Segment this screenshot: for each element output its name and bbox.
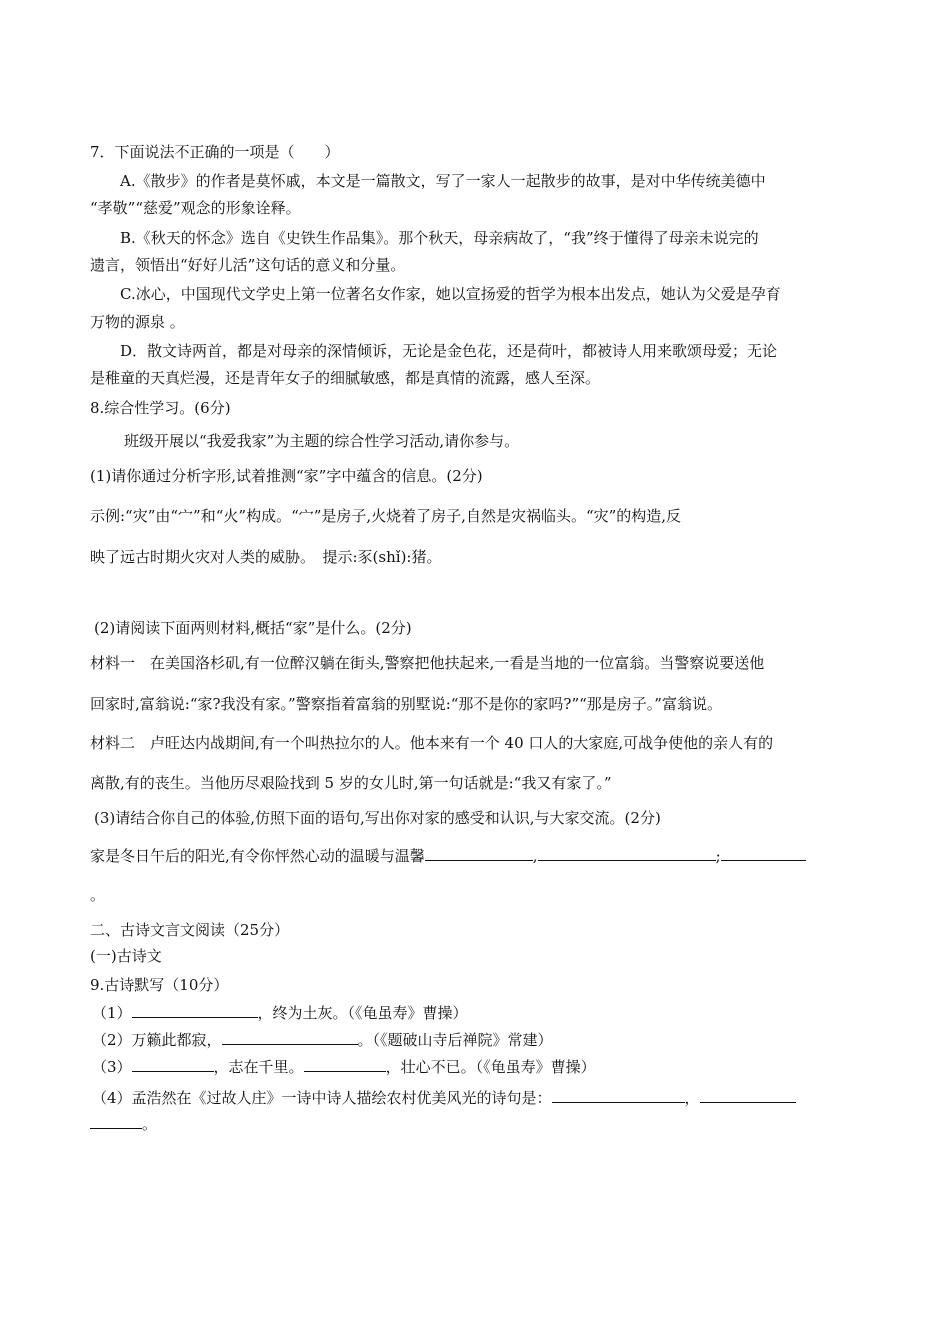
q8-comma: , <box>532 847 538 865</box>
q8-material1-line1: 材料一 在美国洛杉矶,有一位醉汉躺在街头,警察把他扶起来,一看是当地的一位富翁。当警察说要送他 <box>90 654 765 672</box>
q8-material2-line1: 材料二 卢旺达内战期间,有一个叫热拉尔的人。他本来有一个 40 口人的大家庭,可战争使他的亲人有的 <box>90 734 774 752</box>
q8-material1-line2: 回家时,富翁说:“家?我没有家。”警察指着富翁的别墅说:“那不是你的家吗?”“那是房子。”富翁说。 <box>90 695 722 713</box>
q9-line4-cont <box>90 1114 157 1134</box>
q7-option-c-line2: 万物的源泉 。 <box>90 313 185 331</box>
poem-blank-1[interactable] <box>132 1003 258 1018</box>
q7-option-a-line1: A.《散步》的作者是莫怀戚，本文是一篇散文，写了一家人一起散步的故事，是对中华传统美德中 <box>120 172 766 190</box>
answer-blank-2[interactable] <box>538 846 716 861</box>
q9-line1-number: （1） <box>92 1004 132 1022</box>
q9-line2 <box>92 1030 553 1050</box>
q7-stem: 7．下面说法不正确的一项是（ ） <box>90 143 340 161</box>
q8-title: 8.综合性学习。(6分) <box>90 399 231 417</box>
q8-example-line1: 示例:“灾”由“宀”和“火”构成。“宀”是房子,火烧着了房子,自然是灾祸临头。“灾”的构造,反 <box>90 507 682 525</box>
q9-line4 <box>92 1088 796 1108</box>
q9-line2-prefix: （2）万籁此都寂， <box>92 1031 222 1049</box>
q8-part2: (2)请阅读下面两则材料,概括“家”是什么。(2分) <box>94 619 412 637</box>
poem-blank-3[interactable] <box>132 1057 214 1072</box>
q8-part1: (1)请你通过分析字形,试着推测“家”字中蕴含的信息。(2分) <box>90 467 483 485</box>
section2-title: 二、古诗文言文阅读（25分） <box>90 921 290 939</box>
q7-option-b-line2: 遗言，领悟出“好好儿活”这句话的意义和分量。 <box>90 256 406 274</box>
q8-example-line2: 映了远古时期火灾对人类的威胁。 提示:豕(shǐ):猪。 <box>90 548 442 566</box>
q7-option-d-line1: D．散文诗两首，都是对母亲的深情倾诉，无论是金色花，还是荷叶，都被诗人用来歌颂母爱；无论 <box>120 342 778 360</box>
q9-line4-end: 。 <box>142 1115 158 1133</box>
q9-line3-text: ，壮心不已。（《龟虽寿》曹操） <box>385 1058 596 1076</box>
q9-line4-comma: ， <box>684 1089 700 1107</box>
q7-option-d-line2: 是稚童的天真烂漫，还是青年女子的细腻敏感，都是真情的流露，感人至深。 <box>90 369 601 387</box>
answer-blank-3[interactable] <box>721 846 806 861</box>
q9-line1 <box>92 1003 468 1023</box>
q8-semicolon: ; <box>715 847 721 865</box>
q9-line3-number: （3） <box>92 1058 132 1076</box>
q9-line3 <box>92 1057 596 1077</box>
q8-part3: (3)请结合你自己的体验,仿照下面的语句,写出你对家的感受和认识,与大家交流。(2分) <box>94 809 661 827</box>
q8-sentence: 家是冬日午后的阳光,有令你怦然心动的温暖与温馨 <box>90 847 425 865</box>
poem-blank-5[interactable] <box>552 1088 685 1103</box>
q7-option-b-line1: B.《秋天的怀念》选自《史铁生作品集》。那个秋天，母亲病故了，“我”终于懂得了母亲未说完的 <box>120 229 759 247</box>
poem-blank-2[interactable] <box>222 1030 358 1045</box>
q9-line4-text: （4）孟浩然在《过故人庄》一诗中诗人描绘农村优美风光的诗句是： <box>92 1089 552 1107</box>
answer-blank-1[interactable] <box>425 846 533 861</box>
q9-line2-text: 。（《题破山寺后禅院》常建） <box>357 1031 553 1049</box>
poem-blank-6b[interactable] <box>90 1114 142 1129</box>
q8-material2-line2: 离散,有的丧生。当他历尽艰险找到 5 岁的女儿时,第一句话就是:“我又有家了。” <box>90 774 612 792</box>
q9-title: 9.古诗默写（10分） <box>90 976 229 994</box>
q9-line3-mid: ，志在千里。 <box>213 1058 304 1076</box>
q9-line1-text: ，终为土灰。（《龟虽寿》曹操） <box>257 1004 468 1022</box>
section2-subtitle: (一)古诗文 <box>90 947 162 965</box>
q7-option-c-line1: C.冰心，中国现代文学史上第一位著名女作家，她以宣扬爱的哲学为根本出发点，她认为父爱是孕育 <box>120 285 781 303</box>
q8-part3-sentence-line <box>90 846 806 866</box>
q7-option-a-line2: “孝敬”“慈爱”观念的形象诠释。 <box>90 199 301 217</box>
q8-sentence-end: 。 <box>90 886 106 904</box>
poem-blank-6a[interactable] <box>700 1088 796 1103</box>
q8-intro: 班级开展以“我爱我家”为主题的综合性学习活动,请你参与。 <box>124 432 520 450</box>
poem-blank-4[interactable] <box>304 1057 386 1072</box>
